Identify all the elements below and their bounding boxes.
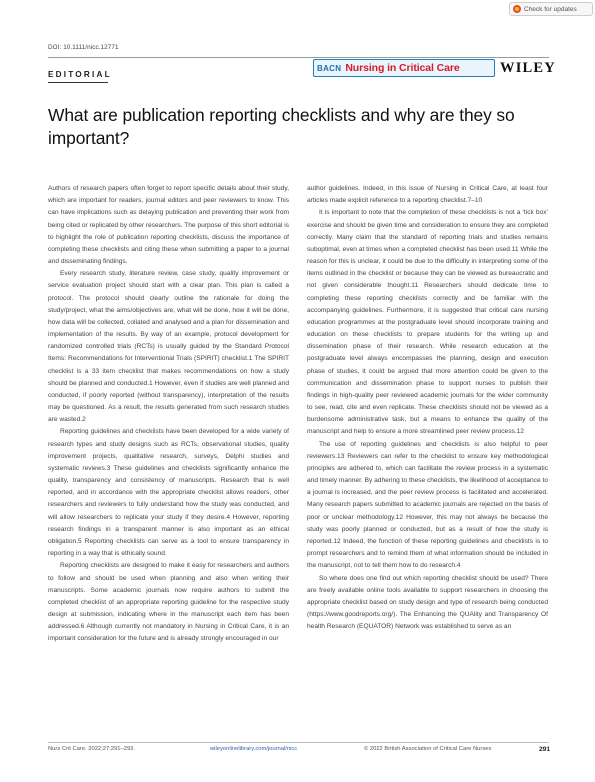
paragraph: So where does one find out which reporting checklist should be used? There are freely available online tools available to support researchers in choosing the appropriate checklist based on study design and type of research being conducted (https://www.goodreports.org/). The Enhancing the QUAlity and Transparency Of health Research (EQUATOR) Network was established to serve as an bbox=[307, 574, 548, 631]
paragraph: The use of reporting guidelines and checklists is also helpful to peer reviewers.13 Reviewers can refer to the checklist to ensure key methodological principles are adhered to, which can facilitate the review process in a systematic and timely manner. By adhering to these checklists, the likelihood of acceptance to a journal is increased, and the peer review process is facilitated and accelerated. Many research papers submitted to academic journals are rejected on the basis of poor or unclear methodology.12 However, this may not always be because the study was poorly planned or conducted, but as a result of how the study is reported.12 Indeed, the function of these reporting guidelines and checklists is to prompt researchers and to remind them of what information should be included in the manuscript, not to tell them how to do research.4 bbox=[307, 440, 548, 570]
page-number: 291 bbox=[539, 746, 551, 753]
article-title: What are publication reporting checklists and why are they so important? bbox=[48, 105, 515, 148]
right-column bbox=[307, 183, 548, 633]
journal-logo[interactable] bbox=[313, 59, 495, 77]
paragraph: It is important to note that the completion of these checklists is not a ‘tick box’ exercise and should be given time and consideration to ensure they are completed correctly. Many claim that the standard of reporting trials and studies remains suboptimal, even at times when a completed checklist has been used.11 While the reason for this is unclear, it could be due to the difficulty in interpreting some of the items outlined in the checklist or because they can be viewed as bureaucratic and not given considerable thought.11 Researchers should dedicate time to completing these reporting checklists correctly and be familiar with the accompanying guidelines. Furthermore, it is suggested that critical care nursing education programmes at the postgraduate level should incorporate training and education on these checklists to prepare students for the writing up and dissemination phase of their research. While research education at the postgraduate level always encompasses the planning, design and execution phase of studies, it could be argued that more attention could be given to the communication and dissemination phase to support nurses to publish their findings in high-quality peer reviewed academic journals for the wider community to see, read, cite and even replicate. These checklists should not be viewed as a burdensome administrative task, but a means to enhance the quality of the manuscript and help to ensure a more streamlined peer review process.12 bbox=[307, 209, 548, 436]
journal-name: Nursing in Critical Care bbox=[345, 62, 460, 74]
journal-url-link[interactable]: wileyonlinelibrary.com/journal/nicc bbox=[210, 746, 298, 752]
page-footer bbox=[48, 746, 549, 758]
journal-citation: Nurs Crit Care. 2022;27:291–293. bbox=[48, 746, 136, 752]
paragraph: Authors of research papers often forget to report specific details about their study, which are important for readers, journal editors and peer reviewers to know. This can have implications such as delaying publication and preventing their work from being cited or replicated by other researchers. The purpose of this short editorial is to highlight the role of publication reporting checklists, discuss the importance of completing these checklists and citing these when submitting a paper to a journal and disseminating findings. bbox=[48, 185, 289, 266]
paragraph: Reporting guidelines and checklists have been developed for a wide variety of research types and study designs such as RCTs, observational studies, quality improvement projects, qualitative research, surveys, Delphi studies and systematic reviews.3 These guidelines and checklists significantly enhance the quality, transparency and consistency of manuscripts. Research that is well reported, and in accordance with the appropriate checklist allows readers, other researchers and reviewers to fully understand how the study was conducted, and will allow researchers to replicate your study if they desire.4 However, reporting research findings in a transparent manner is also important as an ethical obligation.5 Reporting checklists can serve as a tool to ensure transparency in reporting in a way that is ethically sound. bbox=[48, 428, 289, 558]
journal-badge: BACN bbox=[317, 63, 342, 73]
check-updates-label: Check for updates bbox=[524, 5, 577, 13]
section-underline bbox=[48, 82, 108, 83]
paragraph: Every research study, literature review, case study, quality improvement or service evaluation project should start with a clear plan. This plan is called a protocol. The protocol should clearly outline the rationale for doing the study/project, what the aims/objectives are, what will be done, how it will be done, how data will be collected, collated and analysed and a plan for dissemination and implementation of the results. By way of an example, protocol development for randomized controlled trials (RCTs) is usually guided by the Standard Protocol Items: Recommendations for Interventional Trials (SPIRIT) checklist.1 The SPIRIT checklist is a 33 item checklist that makes recommendations on how a study should be planned and conducted.1 However, even if studies are well planned and conducted, if poorly reported (without transparency), interpretation of the results may be questioned. As a result, the results generated from such research studies are wasted.2 bbox=[48, 270, 289, 424]
doi[interactable]: DOI: 10.1111/nicc.12771 bbox=[48, 44, 119, 51]
paragraph: author guidelines. Indeed, in this issue of Nursing in Critical Care, at least four articles made explicit reference to a reporting checklist.7–10 bbox=[307, 185, 548, 205]
publisher-logo[interactable]: WILEY bbox=[500, 60, 556, 76]
check-for-updates-button[interactable] bbox=[509, 2, 593, 16]
copyright-notice: © 2022 British Association of Critical Care Nurses bbox=[364, 746, 492, 752]
left-column bbox=[48, 183, 289, 646]
paragraph: Reporting checklists are designed to make it easy for researchers and authors to follow and should be used when planning and also when writing their manuscripts. Some academic journals now require authors to submit the completed checklist of an appropriate reporting guideline for the respective study design at submission, indicating where in the manuscript each item has been addressed.6 Although currently not mandatory in Nursing in Critical Care, it is an important consideration for the future and is already strongly encouraged in our bbox=[48, 562, 289, 643]
header-divider bbox=[48, 57, 549, 58]
check-updates-icon bbox=[513, 5, 521, 13]
section-label: EDITORIAL bbox=[48, 70, 112, 79]
footer-divider bbox=[48, 742, 549, 743]
